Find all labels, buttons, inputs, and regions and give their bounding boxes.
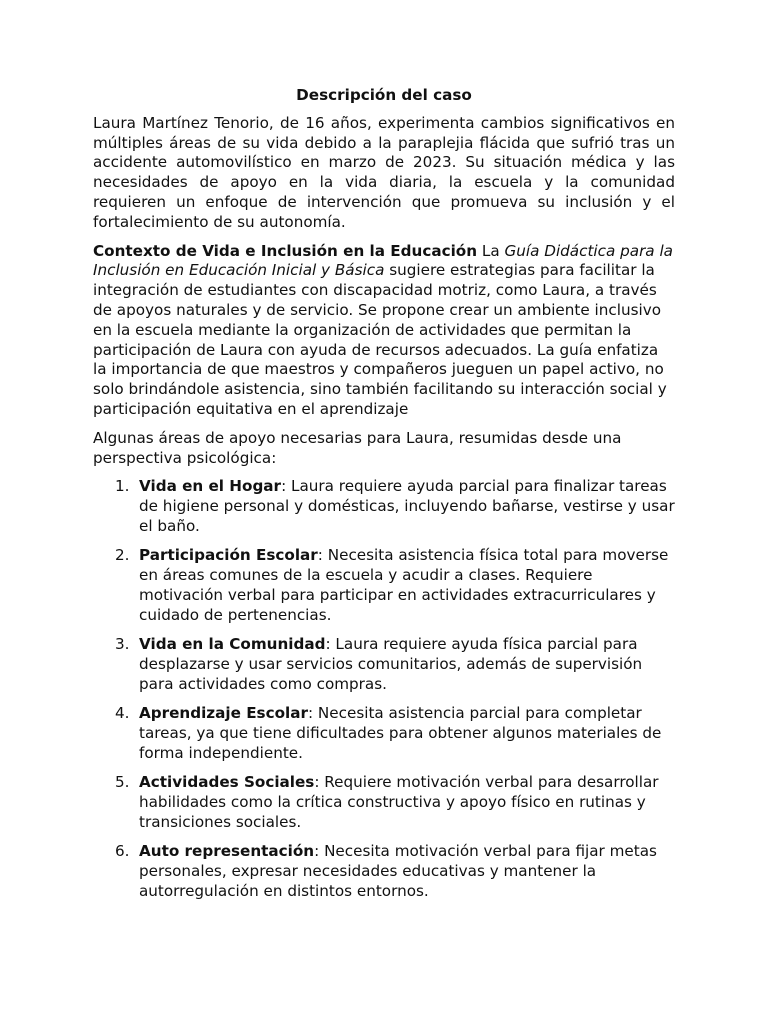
area-text: : Necesita asistencia física total para moverse en áreas comunes de la escuela y acudir a clases. Requiere motivación verbal para participar en actividades extracurriculares y cuidado de pertenencias. — [139, 546, 669, 624]
list-number: 4. — [115, 704, 130, 723]
list-item — [93, 773, 675, 832]
area-text: : Necesita asistencia parcial para completar tareas, ya que tiene dificultades para obtener algunos materiales de forma independiente. — [139, 704, 662, 762]
context-body: sugiere estrategias para facilitar la integración de estudiantes con discapacidad motriz, como Laura, a través de apoyos naturales y de servicio. Se propone crear un ambiente inclusivo en la escuela mediante la organización de actividades que permitan la participación de Laura con ayuda de recursos adecuados. La guía enfatiza la importancia de que maestros y compañeros jueguen un papel activo, no solo brindándole asistencia, sino también facilitando su interacción social y participación equitativa en el aprendizaje — [93, 261, 667, 418]
intro-paragraph: Laura Martínez Tenorio, de 16 años, experimenta cambios significativos en múltiples áreas de su vida debido a la paraplejia flácida que sufrió tras un accidente automovilístico en marzo de 2023. Su situación médica y las necesidades de apoyo en la vida diaria, la escuela y la comunidad requieren un enfoque de intervención que promueva su inclusión y el fortalecimiento de su autonomía. — [93, 113, 675, 231]
areas-intro: Algunas áreas de apoyo necesarias para Laura, resumidas desde una perspectiva psicológica: — [93, 428, 622, 467]
area-name: Actividades Sociales — [139, 773, 315, 792]
document-page — [93, 86, 675, 911]
area-name: Aprendizaje Escolar — [139, 704, 308, 723]
area-name: Participación Escolar — [139, 546, 318, 565]
list-number: 5. — [115, 773, 130, 792]
area-name: Vida en el Hogar — [139, 477, 282, 496]
list-number: 1. — [115, 477, 130, 496]
area-text: : Necesita motivación verbal para fijar metas personales, expresar necesidades educativas y mantener la autorregulación en distintos entornos. — [139, 842, 657, 900]
context-lead: La — [477, 241, 505, 260]
area-name: Vida en la Comunidad — [139, 635, 326, 654]
area-name: Auto representación — [139, 842, 315, 861]
support-areas-list — [93, 477, 675, 901]
list-item — [93, 635, 675, 694]
area-text: : Requiere motivación verbal para desarrollar habilidades como la crítica constructiva y apoyo físico en rutinas y transiciones sociales. — [139, 773, 659, 831]
list-number: 2. — [115, 546, 130, 565]
context-paragraph — [93, 242, 675, 420]
list-number: 3. — [115, 635, 130, 654]
list-item — [93, 842, 675, 901]
list-item — [93, 546, 675, 625]
document-title: Descripción del caso — [296, 86, 472, 104]
context-heading: Contexto de Vida e Inclusión en la Educación — [93, 241, 478, 260]
guide-title: Guía Didáctica para la Inclusión en Educación Inicial y Básica — [93, 241, 673, 280]
list-number: 6. — [115, 842, 130, 861]
area-text: : Laura requiere ayuda física parcial para desplazarse y usar servicios comunitarios, además de supervisión para actividades como compras. — [139, 635, 643, 693]
list-item — [93, 477, 675, 536]
list-item — [93, 704, 675, 763]
area-text: : Laura requiere ayuda parcial para finalizar tareas de higiene personal y domésticas, incluyendo bañarse, vestirse y usar el baño. — [139, 477, 675, 535]
